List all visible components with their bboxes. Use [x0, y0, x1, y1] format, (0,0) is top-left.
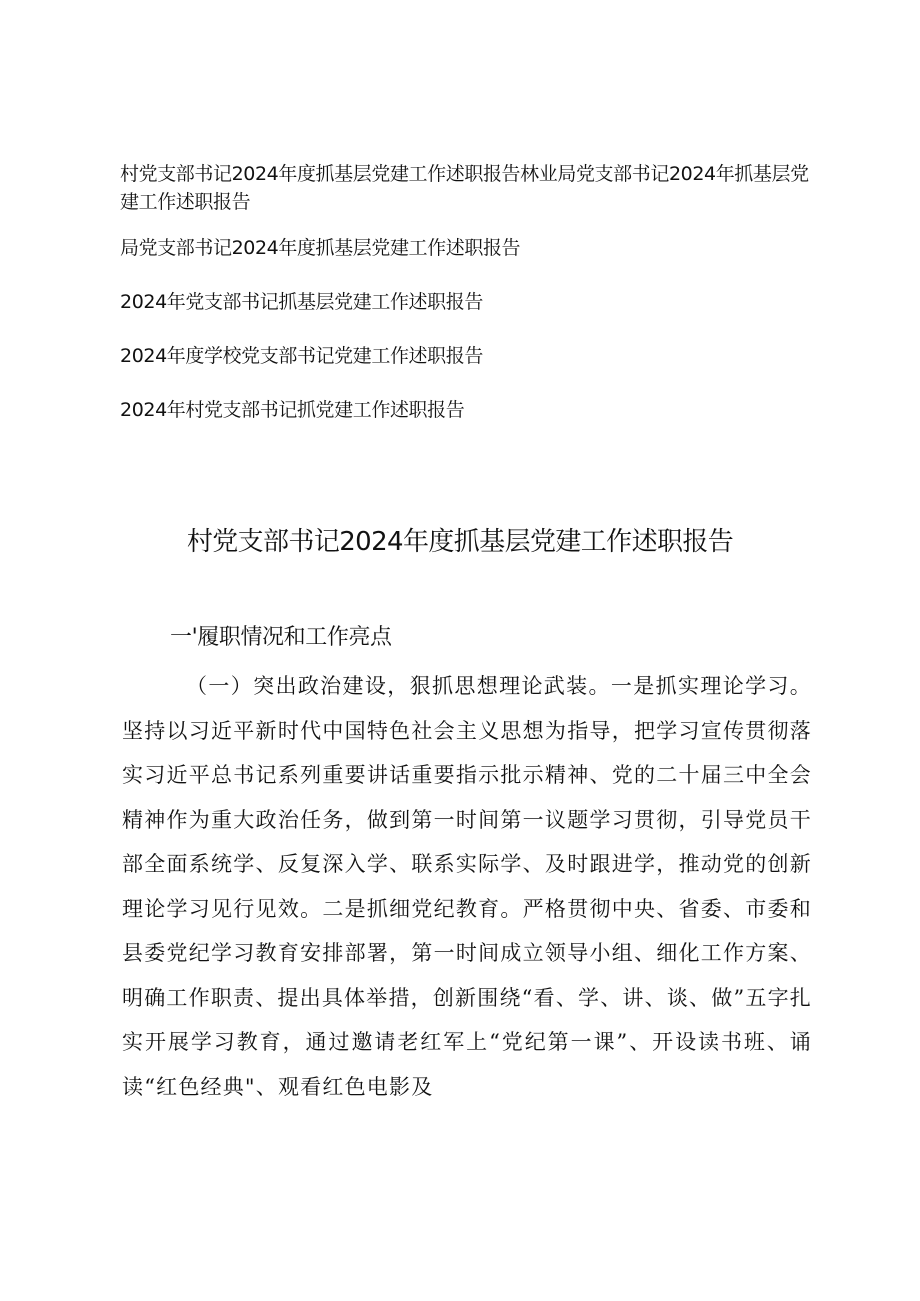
toc-item: 2024年党支部书记抓基层党建工作述职报告: [120, 291, 483, 313]
toc-item: 局党支部书记2024年度抓基层党建工作述职报告: [120, 237, 521, 259]
body-text: [122, 664, 812, 1109]
toc-item: 2024年村党支部书记抓党建工作述职报告: [120, 399, 465, 421]
body-paragraph: （一）突出政治建设，狠抓思想理论武装。一是抓实理论学习。坚持以习近平新时代中国特色社会主义思想为指导，把学习宣传贯彻落实习近平总书记系列重要讲话重要指示批示精神、党的二十届三中全会精神作为重大政治任务，做到第一时间第一议题学习贯彻，引导党员干部全面系统学、反复深入学、联系实际学、及时跟进学，推动党的创新理论学习见行见效。二是抓细党纪教育。严格贯彻中央、省委、市委和县委党纪学习教育安排部署，第一时间成立领导小组、细化工作方案、明确工作职责、提出具体举措，创新围绕“看、学、讲、谈、做”五字扎实开展学习教育，通过邀请老红军上“党纪第一课”、开设读书班、诵读“红色经典"、观看红色电影及: [122, 674, 812, 1099]
toc-item: 村党支部书记2024年度抓基层党建工作述职报告林业局党支部书记2024年抓基层党建工作述职报告: [120, 163, 809, 213]
toc-item: 2024年度学校党支部书记党建工作述职报告: [120, 345, 483, 367]
table-of-contents: [120, 160, 820, 450]
section-heading: 一'履职情况和工作亮点: [170, 625, 392, 650]
document-title: 村党支部书记2024年度抓基层党建工作述职报告: [186, 527, 734, 557]
